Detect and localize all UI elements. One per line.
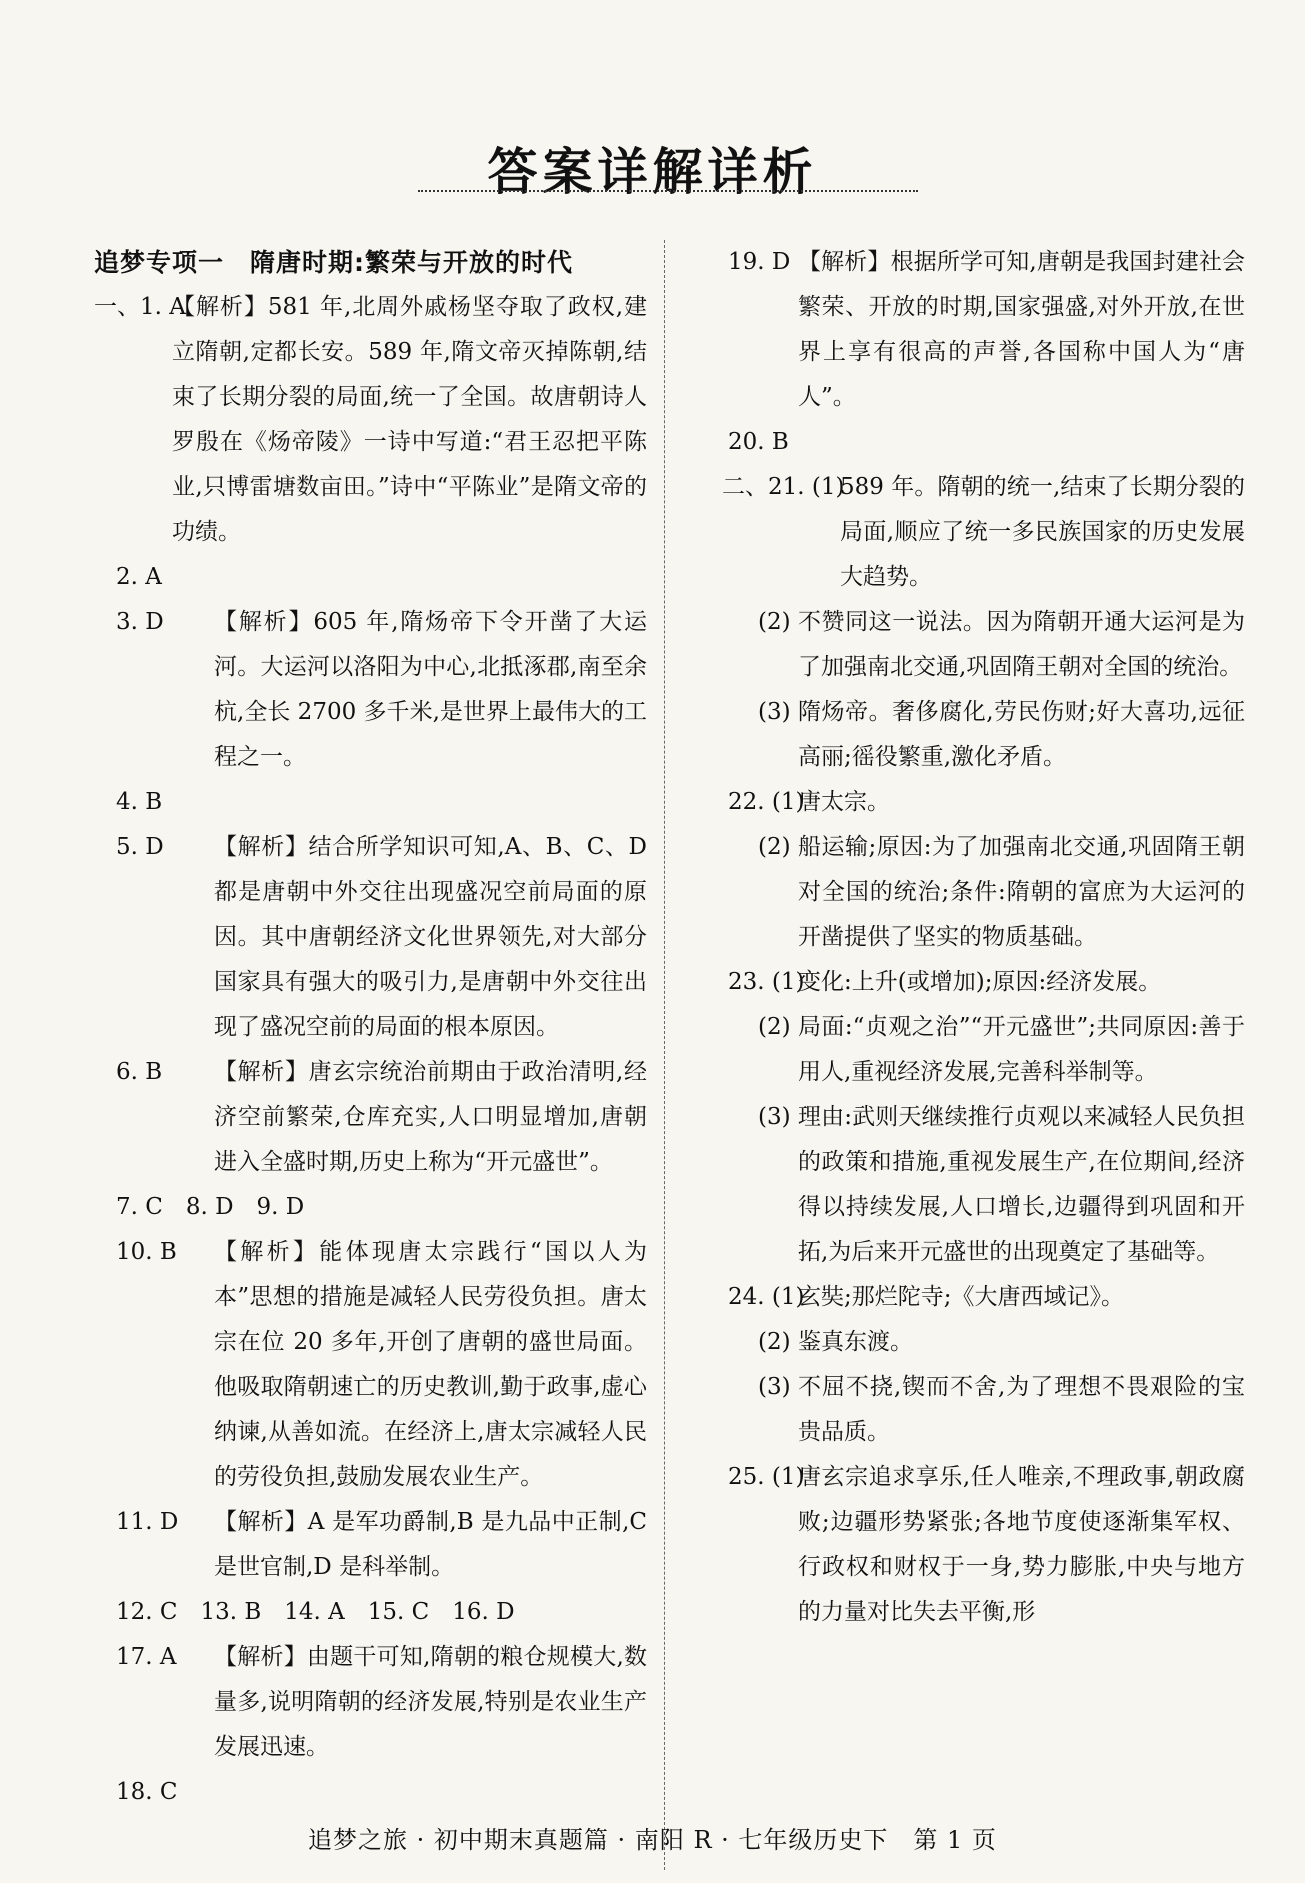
answer-explanation: [722, 420, 1245, 465]
answer-explanation: 隋炀帝。奢侈腐化,劳民伤财;好大喜功,远征高丽;徭役繁重,激化矛盾。: [798, 699, 1245, 770]
answer-label: 2. A: [116, 564, 162, 590]
answer-item: [94, 1590, 647, 1635]
answer-explanation: 【解析】结合所学知识可知,A、B、C、D 都是唐朝中外交往出现盛况空前局面的原因。其中唐朝经济文化世界领先,对大部分国家具有强大的吸引力,是唐朝中外交往出现了盛况空前的局面的根本原因。: [214, 834, 647, 1040]
answer-item: [94, 780, 647, 825]
answer-label: (2): [758, 609, 791, 635]
answer-item: [722, 690, 1245, 780]
answer-explanation: 【解析】由题干可知,隋朝的粮仓规模大,数量多,说明隋朝的经济发展,特别是农业生产发展迅速。: [214, 1644, 647, 1760]
answer-item: [722, 960, 1245, 1005]
answer-label: 23. (1): [728, 969, 805, 995]
answer-explanation: [94, 555, 647, 600]
answer-label: 24. (1): [728, 1284, 805, 1310]
answer-item: [722, 1005, 1245, 1095]
answer-explanation: 不屈不挠,锲而不舍,为了理想不畏艰险的宝贵品质。: [798, 1374, 1245, 1445]
answer-explanation: 【解析】605 年,隋炀帝下令开凿了大运河。大运河以洛阳为中心,北抵涿郡,南至余杭,全长 2700 多千米,是世界上最伟大的工程之一。: [214, 609, 647, 770]
answer-item: [94, 1050, 647, 1185]
answer-item: [94, 1500, 647, 1590]
answer-explanation: 589 年。隋朝的统一,结束了长期分裂的局面,顺应了统一多民族国家的历史发展大趋势。: [840, 474, 1245, 590]
right-answer-list: [722, 240, 1245, 1635]
answer-explanation: 变化:上升(或增加);原因:经济发展。: [798, 969, 1162, 995]
answer-label: 6. B: [116, 1059, 163, 1085]
answer-explanation: 理由:武则天继续推行贞观以来减轻人民负担的政策和措施,重视发展生产,在位期间,经济得以持续发展,人口增长,边疆得到巩固和开拓,为后来开元盛世的出现奠定了基础等。: [798, 1104, 1245, 1265]
answer-item: [722, 780, 1245, 825]
answer-item: [722, 825, 1245, 960]
answer-item: [722, 1275, 1245, 1320]
answer-label: (2): [758, 1014, 791, 1040]
section-title: 追梦专项一 隋唐时期:繁荣与开放的时代: [94, 248, 573, 277]
answer-label: 11. D: [116, 1509, 179, 1535]
answer-explanation: 【解析】能体现唐太宗践行“国以人为本”思想的措施是减轻人民劳役负担。唐太宗在位 20 多年,开创了唐朝的盛世局面。他吸取隋朝速亡的历史教训,勤于政事,虚心纳谏,从善如流。在经济上,唐太宗减轻人民的劳役负担,鼓励发展农业生产。: [214, 1239, 647, 1490]
answer-item: [722, 1095, 1245, 1275]
left-column: [94, 240, 647, 1815]
answer-label: (2): [758, 1329, 791, 1355]
answer-item: [722, 1365, 1245, 1455]
answer-explanation: 局面:“贞观之治”“开元盛世”;共同原因:善于用人,重视经济发展,完善科举制等。: [798, 1014, 1245, 1085]
answer-label: 17. A: [116, 1644, 177, 1670]
answer-label: (2): [758, 834, 791, 860]
answer-label: 4. B: [116, 789, 163, 815]
page-title: 答案详解详析: [487, 143, 818, 201]
answer-explanation: 【解析】根据所学可知,唐朝是我国封建社会繁荣、开放的时期,国家强盛,对外开放,在世界上享有很高的声誉,各国称中国人为“唐人”。: [798, 249, 1245, 410]
answer-label: 22. (1): [728, 789, 805, 815]
answer-item: [722, 1320, 1245, 1365]
left-answer-list: [94, 285, 647, 1815]
answer-item: [94, 600, 647, 780]
answer-explanation: 鉴真东渡。: [798, 1329, 913, 1355]
answer-explanation: 唐太宗。: [798, 789, 890, 815]
answer-item: [722, 600, 1245, 690]
right-column: [722, 240, 1245, 1635]
answer-explanation: 【解析】581 年,北周外戚杨坚夺取了政权,建立隋朝,定都长安。589 年,隋文帝灭掉陈朝,结束了长期分裂的局面,统一了全国。故唐朝诗人罗殷在《炀帝陵》一诗中写道:“君王忍把平陈业,只博雷塘数亩田。”诗中“平陈业”是隋文帝的功绩。: [172, 294, 647, 545]
answer-item: [94, 1770, 647, 1815]
answer-label: 3. D: [116, 609, 164, 635]
answer-item: [94, 285, 647, 555]
title-underline: [418, 190, 918, 192]
answer-item: [94, 555, 647, 600]
answer-explanation: 船运输;原因:为了加强南北交通,巩固隋王朝对全国的统治;条件:隋朝的富庶为大运河的开凿提供了坚实的物质基础。: [798, 834, 1245, 950]
answer-label: 19. D: [728, 249, 791, 275]
answer-label: 一、1. A: [94, 294, 186, 320]
answer-label: 7. C 8. D 9. D: [116, 1194, 305, 1220]
answer-label: 二、21. (1): [722, 474, 845, 500]
answer-item: [722, 240, 1245, 420]
answer-label: 20. B: [728, 429, 789, 455]
answer-label: (3): [758, 699, 791, 725]
answer-item: [94, 1635, 647, 1770]
answer-label: 5. D: [116, 834, 164, 860]
answer-item: [722, 420, 1245, 465]
answer-item: [722, 465, 1245, 600]
answer-item: [94, 825, 647, 1050]
page-footer: 追梦之旅 · 初中期末真题篇 · 南阳 R · 七年级历史下 第 1 页: [308, 1826, 997, 1854]
answer-explanation: 玄奘;那烂陀寺;《大唐西域记》。: [798, 1284, 1124, 1310]
column-divider: [664, 240, 665, 1870]
answer-explanation: [94, 780, 647, 825]
answer-item: [94, 1185, 647, 1230]
answer-item: [94, 1230, 647, 1500]
answer-explanation: 不赞同这一说法。因为隋朝开通大运河是为了加强南北交通,巩固隋王朝对全国的统治。: [798, 609, 1245, 680]
answer-label: (3): [758, 1374, 791, 1400]
answer-item: [722, 1455, 1245, 1635]
answer-explanation: 唐玄宗追求享乐,任人唯亲,不理政事,朝政腐败;边疆形势紧张;各地节度使逐渐集军权、行政权和财权于一身,势力膨胀,中央与地方的力量对比失去平衡,形: [798, 1464, 1245, 1625]
answer-explanation: 【解析】唐玄宗统治前期由于政治清明,经济空前繁荣,仓库充实,人口明显增加,唐朝进入全盛时期,历史上称为“开元盛世”。: [214, 1059, 647, 1175]
answer-label: 25. (1): [728, 1464, 805, 1490]
answer-label: 18. C: [116, 1779, 178, 1805]
answer-label: 12. C 13. B 14. A 15. C 16. D: [116, 1599, 515, 1625]
answer-explanation: 【解析】A 是军功爵制,B 是九品中正制,C 是世官制,D 是科举制。: [214, 1509, 647, 1580]
answer-label: (3): [758, 1104, 791, 1130]
answer-label: 10. B: [116, 1239, 177, 1265]
